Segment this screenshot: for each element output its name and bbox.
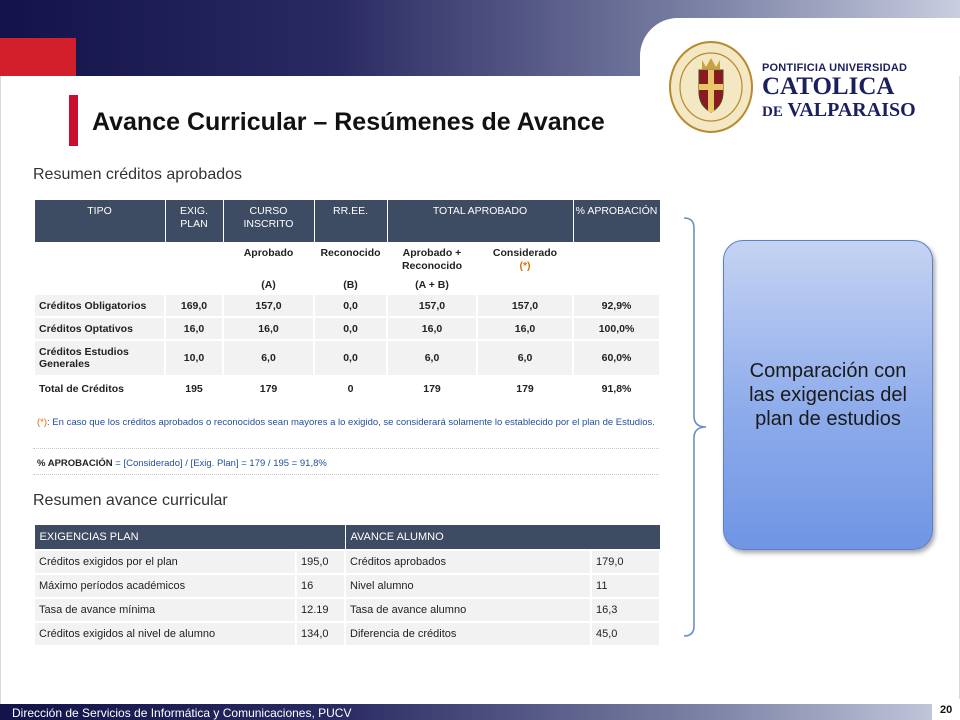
cell-exig-plan: 195	[165, 376, 223, 402]
letter-a-plus-b: (A + B)	[387, 276, 477, 294]
cell-value: 195,0	[296, 550, 345, 574]
cell-label: Tasa de avance mínima	[34, 598, 296, 622]
col-header-rree: RR.EE.	[314, 200, 387, 243]
cell-aprobado-reconocido: 179	[387, 376, 477, 402]
sub-header-reconocido: Reconocido	[314, 243, 387, 277]
row-label: Créditos Estudios Generales	[34, 340, 165, 376]
col-header-exig-plan: EXIG. PLAN	[165, 200, 223, 243]
callout-box	[723, 240, 933, 550]
creditos-subheader-row	[34, 243, 660, 277]
table-row	[34, 340, 660, 376]
avance-section-title: Resumen avance curricular	[33, 492, 228, 509]
col-header-tipo: TIPO	[34, 200, 165, 243]
table-row	[34, 574, 660, 598]
col-header-exigencias-plan: EXIGENCIAS PLAN	[34, 525, 345, 551]
sub-header-aprobado: Aprobado	[223, 243, 314, 277]
col-header-avance-alumno: AVANCE ALUMNO	[345, 525, 660, 551]
cell-aprobado: 6,0	[223, 340, 314, 376]
row-label: Créditos Obligatorios	[34, 294, 165, 317]
cell-considerado: 157,0	[477, 294, 573, 317]
cell-reconocido: 0,0	[314, 340, 387, 376]
row-label: Créditos Optativos	[34, 317, 165, 340]
table-row	[34, 317, 660, 340]
cell-value: 11	[591, 574, 660, 598]
cell-exig-plan: 169,0	[165, 294, 223, 317]
avance-table	[33, 524, 661, 647]
sub-header-considerado	[477, 243, 573, 277]
cell-label: Diferencia de créditos	[345, 622, 591, 646]
brand-line-2: CATOLICA	[762, 73, 895, 100]
cell-aprobacion: 92,9%	[573, 294, 660, 317]
cell-aprobacion: 60,0%	[573, 340, 660, 376]
bracket-icon	[682, 216, 708, 638]
cell-aprobado: 157,0	[223, 294, 314, 317]
header-red-tab	[0, 38, 76, 76]
sub-header-aprobado-reconocido: Aprobado + Reconocido	[387, 243, 477, 277]
university-seal-icon	[668, 40, 754, 134]
letter-b: (B)	[314, 276, 387, 294]
cell-value: 179,0	[591, 550, 660, 574]
cell-aprobado-reconocido: 157,0	[387, 294, 477, 317]
formula-label: % APROBACIÓN	[37, 458, 113, 469]
brand-line-1: PONTIFICIA UNIVERSIDAD	[762, 62, 908, 74]
cell-label: Nivel alumno	[345, 574, 591, 598]
brand-de: DE	[762, 104, 783, 120]
cell-reconocido: 0,0	[314, 294, 387, 317]
left-border	[0, 76, 1, 704]
table-row	[34, 622, 660, 646]
col-header-total-aprobado: TOTAL APROBADO	[387, 200, 573, 243]
cell-label: Máximo períodos académicos	[34, 574, 296, 598]
table-row-total	[34, 376, 660, 402]
sub-header-considerado-label: Considerado	[492, 247, 558, 259]
cell-value: 134,0	[296, 622, 345, 646]
row-label: Total de Créditos	[34, 376, 165, 402]
table-row	[34, 598, 660, 622]
callout-text: Comparación con las exigencias del plan de estudios	[749, 360, 907, 430]
cell-value: 45,0	[591, 622, 660, 646]
title-accent-bar	[69, 95, 78, 146]
footnote-text: : En caso que los créditos aprobados o reconocidos sean mayores a lo exigido, se considerará solamente lo establecido por el plan de Estudios.	[47, 417, 655, 428]
footnote-star: (*)	[37, 417, 48, 428]
col-header-aprobacion: % APROBACIÓN	[573, 200, 660, 243]
sub-header-star: (*)	[519, 260, 531, 272]
cell-reconocido: 0	[314, 376, 387, 402]
letter-a: (A)	[223, 276, 314, 294]
footer-text: Dirección de Servicios de Informática y Comunicaciones, PUCV	[12, 706, 352, 720]
col-header-curso-inscrito: CURSO INSCRITO	[223, 200, 314, 243]
formula-text: = [Considerado] / [Exig. Plan] = 179 / 195 = 91,8%	[112, 458, 327, 469]
cell-exig-plan: 16,0	[165, 317, 223, 340]
cell-label: Créditos aprobados	[345, 550, 591, 574]
cell-aprobado: 179	[223, 376, 314, 402]
cell-aprobacion: 100,0%	[573, 317, 660, 340]
cell-value: 16	[296, 574, 345, 598]
university-brand	[762, 62, 916, 123]
cell-exig-plan: 10,0	[165, 340, 223, 376]
cell-aprobacion: 91,8%	[573, 376, 660, 402]
brand-valparaiso: VALPARAISO	[787, 99, 916, 121]
brand-line-3	[762, 99, 916, 123]
creditos-header-row	[34, 200, 660, 243]
creditos-table	[33, 199, 661, 403]
cell-considerado: 179	[477, 376, 573, 402]
cell-aprobado: 16,0	[223, 317, 314, 340]
cell-value: 12.19	[296, 598, 345, 622]
cell-considerado: 16,0	[477, 317, 573, 340]
cell-label: Créditos exigidos al nivel de alumno	[34, 622, 296, 646]
formula	[37, 458, 327, 469]
table-row	[34, 294, 660, 317]
avance-header-row	[34, 525, 660, 551]
divider	[33, 474, 659, 475]
cell-aprobado-reconocido: 6,0	[387, 340, 477, 376]
slide-title: Avance Curricular – Resúmenes de Avance	[92, 108, 605, 136]
creditos-letters-row	[34, 276, 660, 294]
cell-value: 16,3	[591, 598, 660, 622]
page-number: 20	[940, 704, 953, 716]
cell-label: Créditos exigidos por el plan	[34, 550, 296, 574]
cell-considerado: 6,0	[477, 340, 573, 376]
creditos-section-title: Resumen créditos aprobados	[33, 166, 243, 183]
divider	[33, 448, 659, 449]
cell-reconocido: 0,0	[314, 317, 387, 340]
cell-label: Tasa de avance alumno	[345, 598, 591, 622]
cell-aprobado-reconocido: 16,0	[387, 317, 477, 340]
footnote	[37, 416, 659, 429]
table-row	[34, 550, 660, 574]
